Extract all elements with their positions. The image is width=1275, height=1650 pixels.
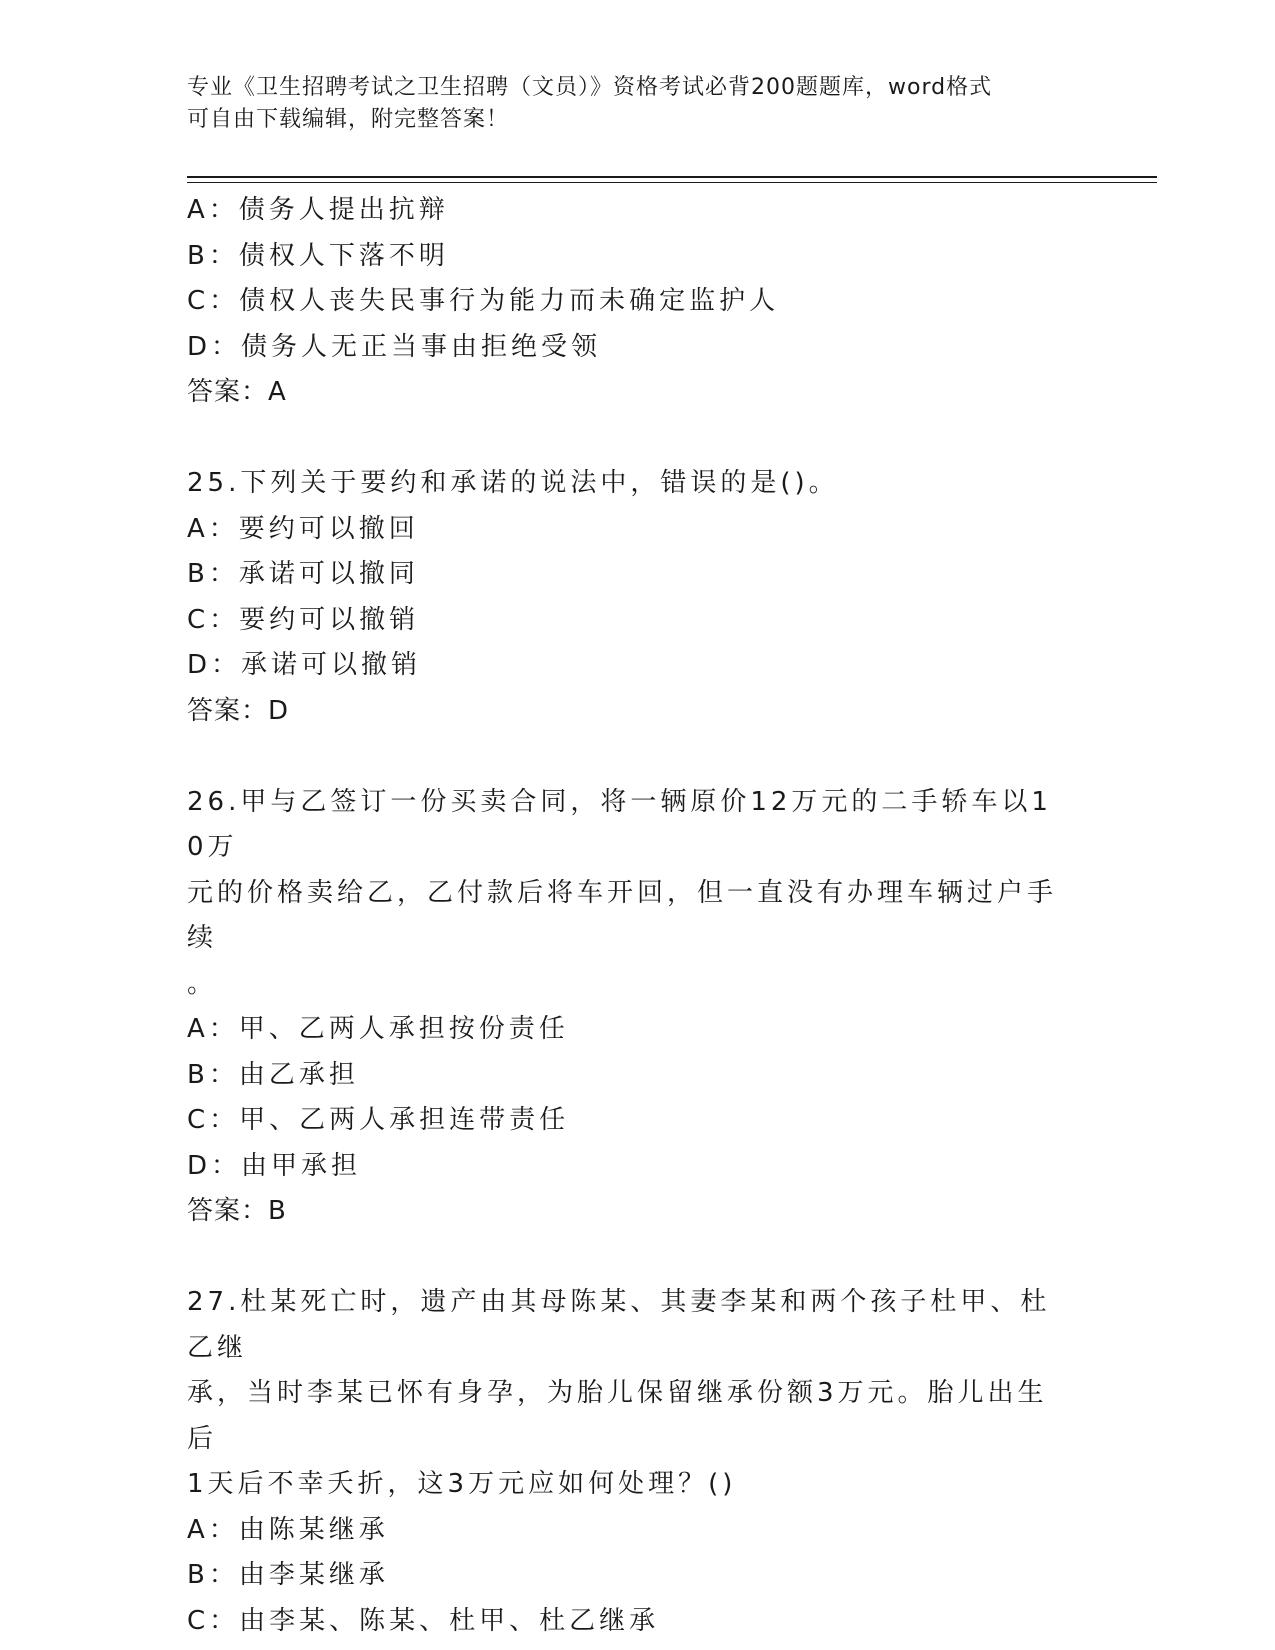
option-b: B：由李某继承 [187, 1560, 389, 1590]
option-a: A：要约可以撤回 [187, 513, 419, 544]
option-b: B：由乙承担 [187, 1059, 359, 1090]
answer-line: 答案：D [187, 695, 290, 726]
question-stem-line-2: 承，当时李某已怀有身孕，为胎儿保留继承份额3万元。胎儿出生后 [187, 1378, 1048, 1454]
header-divider-thick [187, 176, 1157, 178]
header-line-1: 专业《卫生招聘考试之卫生招聘（文员）》资格考试必背200题题库，word格式 [187, 75, 993, 100]
spacer [187, 734, 1067, 780]
answer-line: 答案：B [187, 1196, 287, 1226]
question-block-27 [187, 1280, 1067, 1644]
question-stem-line-3: 1天后不幸夭折，这3万元应如何处理？() [187, 1469, 737, 1499]
option-d: D：由甲承担 [187, 1150, 362, 1181]
question-block-25 [187, 461, 1067, 734]
header-line-2: 可自由下载编辑，附完整答案！ [187, 107, 510, 132]
option-a: A：债务人提出抗辩 [187, 195, 449, 225]
option-d: D：承诺可以撤销 [187, 650, 422, 680]
question-block-26 [187, 780, 1067, 1235]
answer-line: 答案：A [187, 377, 287, 407]
spacer [187, 1235, 1067, 1281]
option-d: D：债务人无正当事由拒绝受领 [187, 331, 602, 362]
question-stem-line-2: 元的价格卖给乙，乙付款后将车开回，但一直没有办理车辆过户手续 [187, 877, 1058, 953]
option-c: C：要约可以撤销 [187, 604, 420, 635]
question-stem-line-1: 26.甲与乙签订一份买卖合同，将一辆原价12万元的二手轿车以10万 [187, 786, 1052, 862]
question-stem-line-3: 。 [187, 968, 218, 999]
option-c: C：由李某、陈某、杜甲、杜乙继承 [187, 1605, 660, 1636]
question-list [187, 188, 1067, 1644]
option-c: C：甲、乙两人承担连带责任 [187, 1105, 570, 1135]
spacer [187, 416, 1067, 462]
option-b: B：债权人下落不明 [187, 240, 449, 271]
option-b: B：承诺可以撤同 [187, 559, 419, 589]
question-stem-line-1: 27.杜某死亡时，遗产由其母陈某、其妻李某和两个孩子杜甲、杜乙继 [187, 1287, 1051, 1363]
question-block-24 [187, 188, 1067, 416]
document-header [187, 72, 1067, 136]
option-a: A：由陈某继承 [187, 1514, 389, 1545]
header-divider-thin [187, 182, 1157, 183]
question-stem: 25.下列关于要约和承诺的说法中，错误的是()。 [187, 468, 839, 498]
option-a: A：甲、乙两人承担按份责任 [187, 1014, 569, 1044]
option-c: C：债权人丧失民事行为能力而未确定监护人 [187, 286, 780, 316]
